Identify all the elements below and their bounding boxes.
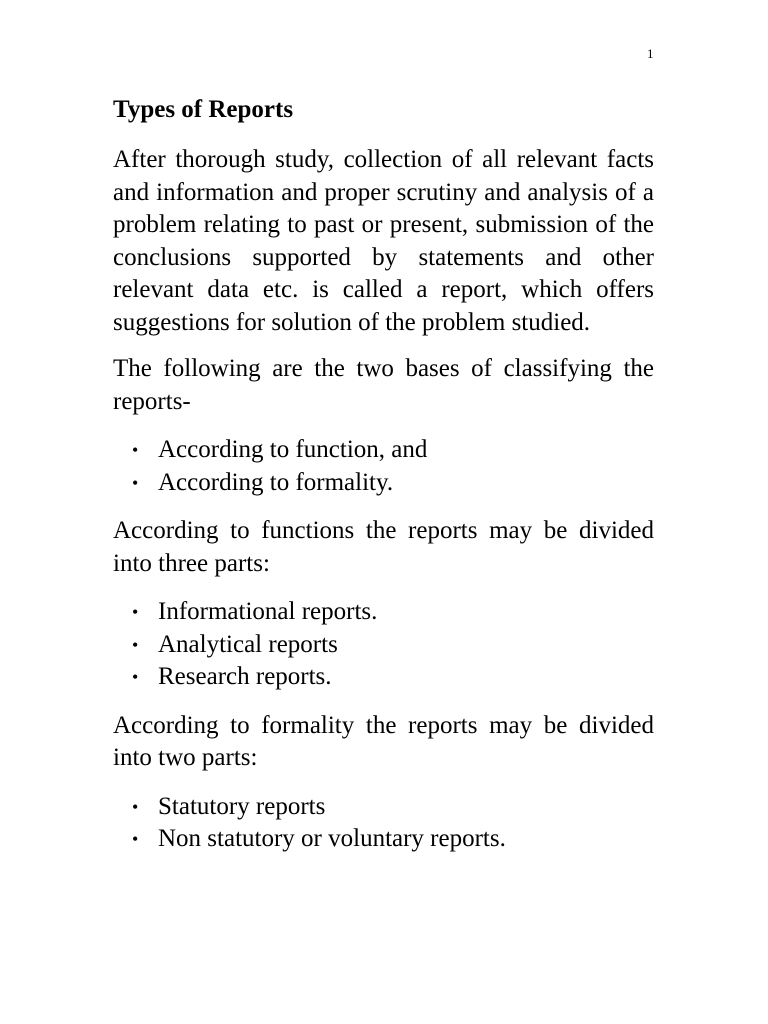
bullet-icon: •: [132, 472, 139, 493]
list-item: [113, 791, 654, 824]
list-item: [113, 629, 654, 662]
list-item-text: Informational reports.: [158, 598, 378, 625]
list-item: [113, 823, 654, 856]
page-title: Types of Reports: [113, 96, 294, 123]
page-number: 1: [647, 46, 654, 61]
bullet-icon: •: [132, 440, 139, 460]
list-item-text: According to function, and: [158, 436, 428, 463]
list-item: [113, 661, 654, 694]
list-item-text: Analytical reports: [158, 630, 338, 658]
bullet-icon: •: [132, 634, 139, 655]
list-item-text: Statutory reports: [158, 792, 326, 820]
bullet-icon: •: [132, 667, 139, 687]
list-item-text: Research reports.: [158, 663, 332, 690]
document-body: [113, 92, 654, 856]
functions-paragraph: According to functions the reports may be divided into three parts:: [113, 517, 654, 577]
bullet-icon: •: [132, 829, 139, 849]
formality-types-list: [113, 791, 654, 856]
bullet-icon: •: [132, 796, 139, 817]
bases-list: [113, 434, 654, 499]
list-item: [113, 596, 654, 629]
bases-paragraph: The following are the two bases of classifying the reports-: [113, 355, 654, 415]
list-item-text: Non statutory or voluntary reports.: [158, 825, 506, 852]
formality-paragraph: According to formality the reports may be divided into two parts:: [113, 711, 654, 771]
intro-paragraph: After thorough study, collection of all relevant facts and information and proper scrutiny and analysis of a problem relating to past or present, submission of the conclusions supported by statements and other relevant data etc. is called a report, which offers suggestions for solution of the problem studied.: [113, 146, 654, 336]
list-item: [113, 467, 654, 500]
function-types-list: [113, 596, 654, 694]
bullet-icon: •: [132, 602, 139, 622]
list-item: [113, 434, 654, 467]
list-item-text: According to formality.: [158, 468, 394, 496]
